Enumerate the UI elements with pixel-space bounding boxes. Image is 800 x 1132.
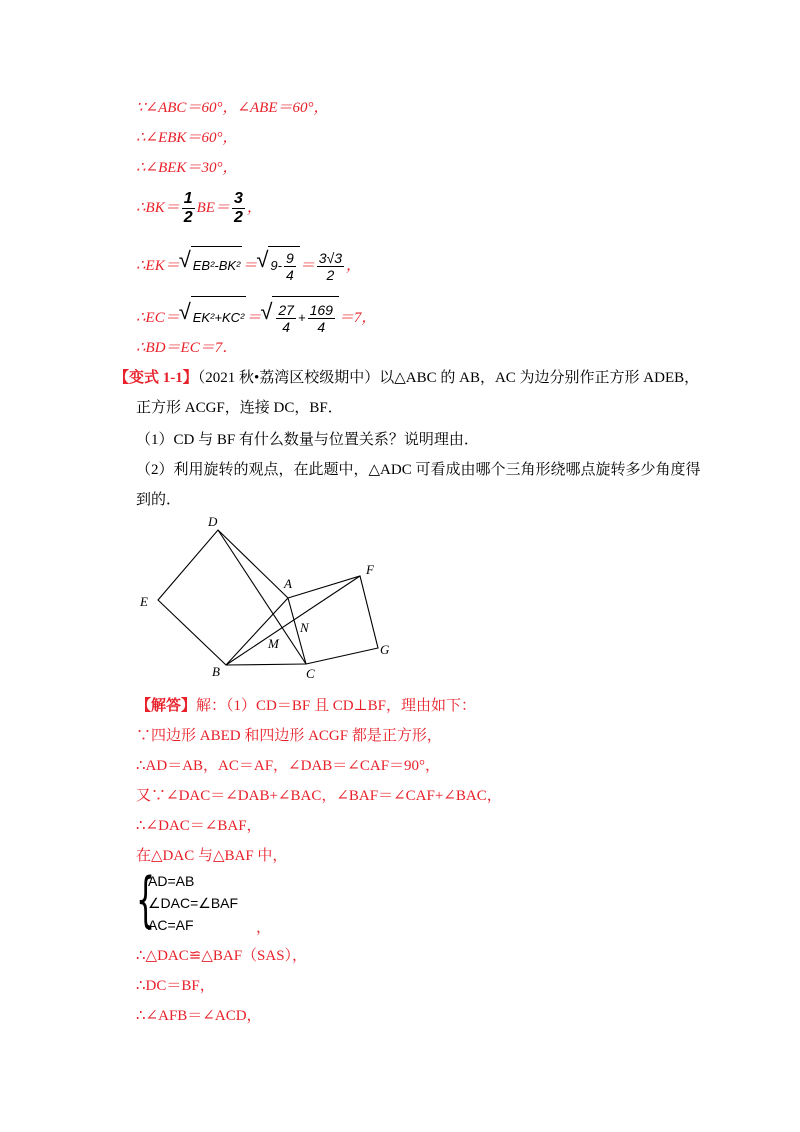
fraction-result: $\frac{3√3}{2}$: [318, 250, 343, 284]
geometry-figure: [130, 510, 400, 680]
label-a: A: [284, 576, 292, 591]
solution-line-7: ∴BD＝EC＝7．: [136, 340, 238, 356]
radical-ec: √ EK²+KC²: [181, 296, 247, 338]
solution-line-5: ∴EK＝√ EB²-BK² ＝√ 9- $\frac{9}{4}$ ＝ $\frac{3√3}{2}$ ，: [136, 246, 361, 284]
radical-ek: √ EB²-BK²: [181, 246, 243, 284]
answer-tag: 【解答】: [136, 698, 197, 714]
problem-question-2-cont: 到的．: [136, 492, 182, 508]
solution-line-1: ∵∠ABC＝60°，∠ABE＝60°，: [136, 100, 329, 116]
label-m: M: [268, 636, 279, 651]
label-g: G: [380, 642, 390, 657]
solution-line-6: ∴EC＝√ EK²+KC² ＝ √ $\frac{27}{4}$ + $\frac{169}{4}$ ＝7，: [136, 296, 376, 338]
problem-tag: 【变式 1-1】: [114, 370, 198, 386]
label-e: E: [140, 594, 148, 609]
fraction-three-halves: $\frac{3}{2}$: [233, 190, 243, 226]
label-n: N: [300, 620, 309, 635]
label-b: B: [212, 664, 220, 679]
answer-line-3: ∴AD＝AB，AC＝AF，∠DAB＝∠CAF＝90°，: [136, 758, 441, 774]
system-eq-2: ∠DAC=∠BAF: [148, 895, 239, 911]
answer-line-7: ∴△DAC≌△BAF（SAS），: [136, 948, 308, 964]
problem-question-1: （1）CD 与 BF 有什么数量与位置关系？说明理由．: [136, 432, 479, 448]
segment-bc: [226, 664, 306, 665]
answer-line-9: ∴∠AFB＝∠ACD，: [136, 1008, 262, 1024]
answer-line-8: ∴DC＝BF，: [136, 978, 215, 994]
label-c: C: [306, 666, 315, 680]
label-f: F: [366, 562, 374, 577]
fraction-half: $\frac{1}{2}$: [183, 190, 193, 226]
answer-line-5: ∴∠DAC＝∠BAF，: [136, 818, 262, 834]
solution-line-4: ∴BK＝ $\frac{1}{2}$ BE＝ $\frac{3}{2}$ ，: [136, 190, 262, 226]
answer-line-1: 【解答】解：（1）CD＝BF 且 CD⊥BF，理由如下：: [136, 698, 476, 714]
problem-line-1: 【变式 1-1】（2021 秋•荔湾区校级期中）以△ABC 的 AB，AC 为边分别作正方形 ADEB，: [114, 370, 700, 386]
system-brace: {: [136, 865, 156, 935]
problem-line-2: 正方形 ACGF，连接 DC，BF．: [136, 400, 343, 416]
answer-line-2: ∵四边形 ABED 和四边形 ACGF 都是正方形，: [136, 728, 442, 744]
system-eq-3: AC=AF: [148, 917, 194, 933]
answer-line-6: 在△DAC 与△BAF 中，: [136, 848, 288, 864]
solution-line-2: ∴∠EBK＝60°，: [136, 130, 238, 146]
answer-line-4: 又∵∠DAC＝∠DAB+∠BAC，∠BAF＝∠CAF+∠BAC，: [136, 788, 502, 804]
label-d: D: [208, 514, 218, 529]
problem-question-2: （2）利用旋转的观点，在此题中，△ADC 可看成由哪个三角形绕哪点旋转多少角度得: [136, 462, 701, 478]
radical-sum: √ $\frac{27}{4}$ + $\frac{169}{4}$: [262, 296, 339, 338]
system-eq-1: AD=AB: [148, 873, 195, 889]
segment-bf: [226, 576, 360, 665]
system-comma: ，: [256, 920, 272, 936]
solution-line-3: ∴∠BEK＝30°，: [136, 160, 238, 176]
radical-9-minus: √ 9- $\frac{9}{4}$: [258, 246, 299, 284]
